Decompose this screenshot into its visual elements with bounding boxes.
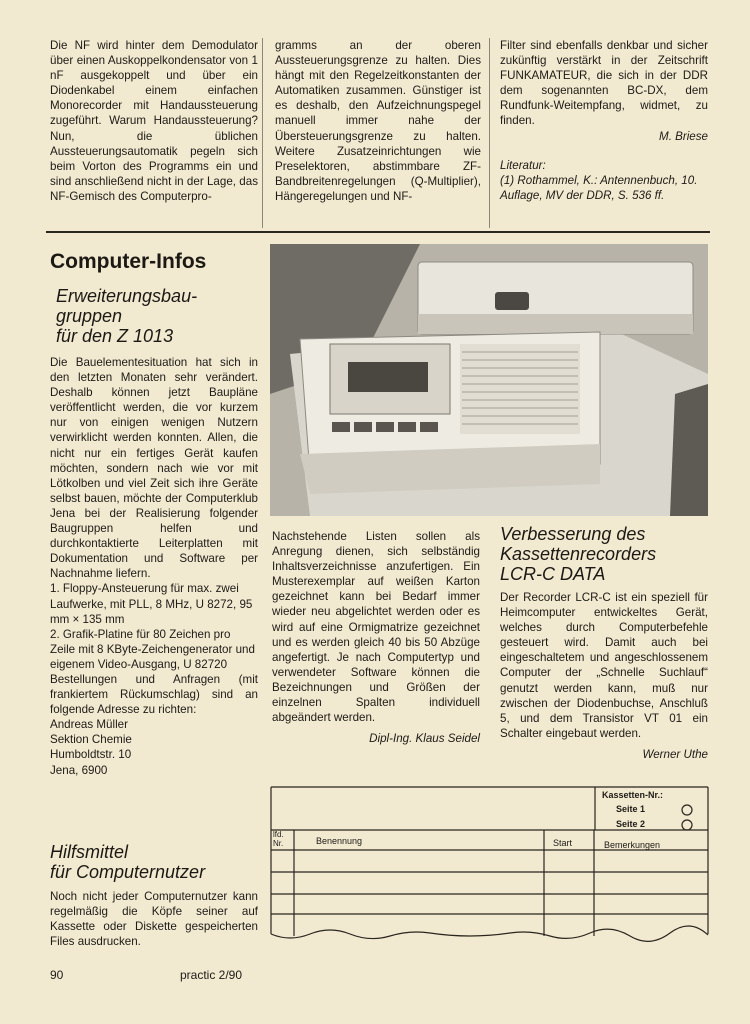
top-column-1-text: Die NF wird hinter dem Demodulator über einen Auskoppelkondensator von 1 nF ausgekoppelt und über ein Diodenkabel einem einfachen Monorecorder mit Handaussteuerung zugeführt. Warum Handaussteuerung? Nun, die üblichen Aussteuerungsautomatik pegeln sich beim Vorton des Programms ein und sind anschließend nicht in der Lage, das NF-Gemisch des Computerpro- — [50, 39, 258, 203]
top-column-3-text: Filter sind ebenfalls denkbar und sicher zukünftig verstärkt in der Zeitschrift FUNKAMATEUR, die sich in der DDR dem sogenannten BC-DX, dem Rundfunk-Weitempfang, widmet, zu finden. — [500, 39, 708, 128]
section-separator — [46, 231, 710, 233]
column-header-number: lfd. Nr. — [273, 830, 284, 848]
article3-title-line-2: Kassettenrecorders — [500, 544, 657, 564]
recorder-illustration — [270, 244, 708, 516]
article3-title-line-1: Verbesserung des — [500, 524, 646, 544]
article2-title — [50, 842, 260, 882]
article2-text: Noch nicht jeder Computernutzer kann regelmäßig die Köpfe seiner auf Kassette oder Diskette gespeicherten Files ausdrucken. — [50, 890, 258, 949]
article1-title — [56, 286, 256, 346]
article1-paragraph-1: Die Bauelementesituation hat sich in den letzten Monaten sehr verändert. Deshalb können jetzt Baupläne veröffentlicht werden, die vor kurzem nur von einigen wenigen Nutzern verwirklicht werden konnten. Allen, die nicht nur ein fertiges Gerät kaufen möchten, sondern nach wie vor mit Lötkolben und viel Zeit sich ihre Geräte selbst bauen, möchte der Computerklub Jena bei der Realisierung folgender Baugruppen helfen und durchkontaktierte Leiterplatten mit Dokumentation und Software per Nachnahme liefern. — [50, 356, 258, 581]
article1-item-1: 1. Floppy-Ansteuerung für max. zwei Laufwerke, mit PLL, 8 MHz, U 8272, 95 mm × 135 mm — [50, 582, 253, 626]
article3-title-line-3: LCR-C DATA — [500, 564, 606, 584]
column-header-name: Benennung — [316, 836, 363, 846]
article3-author: Werner Uthe — [642, 747, 708, 761]
top-column-2-text: gramms an der oberen Aussteuerungsgrenze zu halten. Dies hängt mit den Regelzeitkonstanten der Automatiken zusammen. Günstiger ist es deshalb, den Aufzeichnungspegel manuell immer nahe der Übersteuerungsgrenze zu halten. Weitere Zusatzeinrichtungen wie Preselektoren, abstimmbare ZF-Bandbreitenregelungen (Q-Multiplier), Hängeregelungen und NF- — [275, 39, 481, 203]
article3-title — [500, 524, 715, 584]
cassette-index-form — [270, 784, 710, 944]
column-header-remarks: Bemerkungen — [604, 840, 661, 850]
article1-paragraph-2: Bestellungen und Anfragen (mit frankiertem Rückumschlag) sind an folgende Adresse zu richten: — [50, 672, 258, 717]
literature-text: (1) Rothammel, K.: Antennenbuch, 10. Auflage, MV der DDR, S. 536 ff. — [500, 173, 698, 202]
literature-heading: Literatur: — [500, 158, 546, 172]
column-divider-left — [262, 38, 263, 228]
article3-body — [500, 590, 708, 762]
side-1-label: Seite 1 — [616, 804, 646, 814]
middle-author: Dipl-Ing. Klaus Seidel — [369, 732, 480, 746]
section-title: Computer-Infos — [50, 250, 207, 273]
top-column-2 — [275, 38, 481, 204]
middle-column — [272, 529, 480, 746]
column-header-start: Start — [553, 838, 573, 848]
side-2-label: Seite 2 — [616, 819, 646, 829]
address-line-3: Humboldtstr. 10 — [50, 748, 132, 762]
top-column-3 — [500, 38, 708, 203]
article1-title-line-3: für den Z 1013 — [56, 326, 174, 346]
address-line-1: Andreas Müller — [50, 718, 128, 732]
top-column-3-author: M. Briese — [659, 129, 708, 143]
page-number: 90 — [50, 968, 64, 982]
top-column-1 — [50, 38, 258, 204]
article2-title-line-2: für Computernutzer — [50, 862, 206, 882]
article1-title-line-2: gruppen — [56, 306, 123, 326]
article2-title-line-1: Hilfsmittel — [50, 842, 129, 862]
article1-body — [50, 355, 258, 778]
article3-text: Der Recorder LCR-C ist ein speziell für Heimcomputer entwickeltes Gerät, welches durch Computerbefehle gesteuert wird. Damit auch bei eingeschaltetem und angeschlossenem Computer der „Schnelle Suchlauf“ genutzt werden kann, muß nur zwischen der Diodenbuchse, Anschluß 5, und dem Transistor VT 01 ein Schalter eingebaut werden. — [500, 591, 708, 740]
article1-title-line-1: Erweiterungsbau- — [56, 286, 198, 306]
article1-item-2: 2. Grafik-Platine für 80 Zeichen pro Zeile mit 8 KByte-Zeichengenerator und eigenem Video-Ausgang, U 82720 — [50, 627, 255, 671]
cassette-number-label: Kassetten-Nr.: — [602, 790, 664, 800]
column-divider-right — [489, 38, 490, 228]
address-line-4: Jena, 6900 — [50, 763, 108, 777]
cassette-recorder-photo — [270, 244, 708, 516]
middle-text: Nachstehende Listen sollen als Anregung dienen, sich selbständig Inhaltsverzeichnisse anzufertigen. Ein Musterexemplar auf weißen Karton gezeichnet kann bei Bedarf immer wieder neu abgelichtet werden oder es wird auf eine Ormigmatrize gezeichnet und es werden gleich 40 bis 50 Abzüge angefertigt. Je nach Computertyp und verwendeter Software können die Bezeichnungen und Größen der einzelnen Spalten individuell abgeändert werden. — [272, 530, 480, 725]
journal-issue: practic 2/90 — [180, 968, 243, 982]
address-line-2: Sektion Chemie — [50, 733, 132, 747]
article2-body — [50, 889, 258, 949]
